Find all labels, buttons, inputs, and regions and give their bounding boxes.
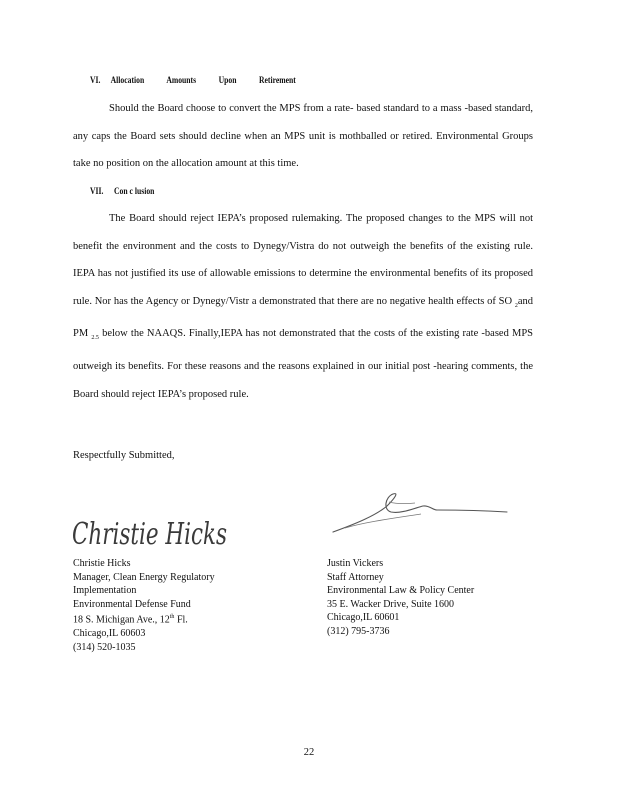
signer-title: Manager, Clean Energy Regulatory xyxy=(73,571,215,583)
signer-city: Chicago,IL 60603 xyxy=(73,628,146,640)
signer-phone: (314) 520-1035 xyxy=(73,641,136,653)
text-run: The Board should reject IEPA’s proposed rulemaking. The proposed changes to the MPS will not benefit the environment and the costs to Dynegy/Vistra do not outweigh the benefits of the existing rule. IEPA has not justified its use of allowable emissions to determine the environmental benefits of its proposed rule. Nor has the Agency or Dynegy/Vistr a demonstrated that there are no negative health effects of SO xyxy=(73,213,533,307)
signature-block-right xyxy=(327,557,474,639)
paragraph-allocation xyxy=(73,95,533,178)
heading-word: Amounts xyxy=(166,75,197,85)
signer-city: Chicago,IL 60601 xyxy=(327,612,400,624)
heading-word: Upon xyxy=(218,75,237,85)
closing-text: Respectfully Submitted, xyxy=(73,450,175,461)
signature-text: Christie Hicks xyxy=(72,517,227,552)
heading-word: Allocation xyxy=(110,75,145,85)
signer-name: Christie Hicks xyxy=(73,558,131,569)
heading-text: Con c lusion xyxy=(114,186,155,196)
signer-organization: Environmental Defense Fund xyxy=(73,598,191,610)
signer-address xyxy=(73,611,215,627)
superscript: th xyxy=(169,614,175,621)
heading-number: VI. xyxy=(90,75,101,85)
signer-name: Justin Vickers xyxy=(327,558,384,569)
signature-christie-hicks xyxy=(70,510,240,558)
section-heading-allocation xyxy=(90,75,296,85)
text-run: below the NAAQS. Finally,IEPA has not demonstrated that the costs of the existing rate -based MPS outweigh its benefits. For these reasons and the reasons explained in our initial post -hearing comments, the Board should reject IEPA’s proposed rule. xyxy=(73,328,534,400)
subscript: 2.5 xyxy=(91,335,99,342)
signature-block-left xyxy=(73,557,215,654)
paragraph-text xyxy=(73,205,533,408)
page-number: 22 xyxy=(303,747,315,758)
address-text: Fl. xyxy=(176,614,188,626)
address-text: 18 S. Michigan Ave., 12 xyxy=(73,614,170,626)
signature-justin-vickers xyxy=(325,488,515,540)
heading-number: VII. xyxy=(90,186,104,196)
signer-phone: (312) 795-3736 xyxy=(327,625,390,637)
paragraph-text: Should the Board choose to convert the MPS from a rate- based standard to a mass -based standard, any caps the Board sets should decline when an MPS unit is mothballed or retired. Environmental Groups take no position on the allocation amount at this time. xyxy=(73,103,533,170)
paragraph-conclusion xyxy=(73,205,533,408)
signer-address: 35 E. Wacker Drive, Suite 1600 xyxy=(327,598,455,610)
signer-title: Implementation xyxy=(73,585,137,597)
section-heading-conclusion xyxy=(90,186,154,196)
signer-organization: Environmental Law & Policy Center xyxy=(327,585,475,597)
text-run: and PM xyxy=(73,295,534,340)
subscript: 2 xyxy=(514,302,518,309)
signer-title: Staff Attorney xyxy=(327,571,384,583)
heading-word: Retirement xyxy=(259,75,296,85)
